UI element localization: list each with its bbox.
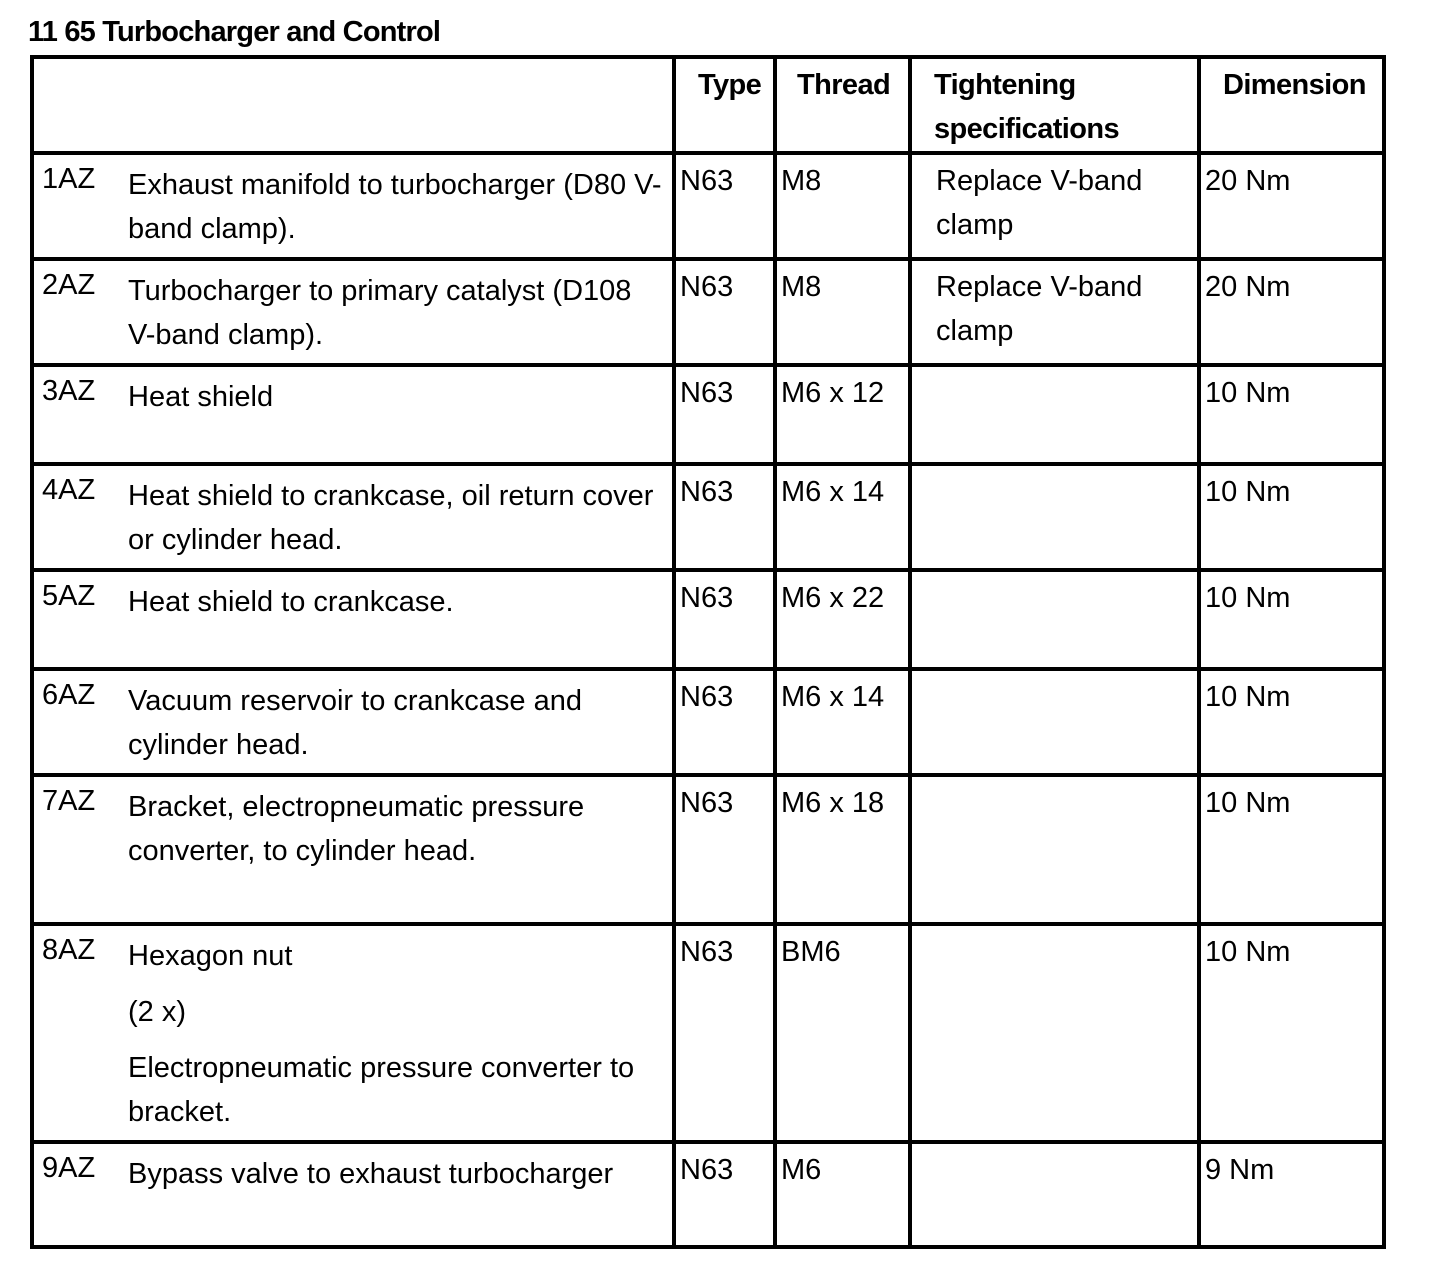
- header-type: Type: [674, 57, 775, 153]
- cell-type: N63: [674, 365, 775, 464]
- description-paragraph: Vacuum reservoir to crankcase and cylinder head.: [128, 685, 583, 761]
- cell-type: N63: [674, 464, 775, 570]
- cell-description: [32, 570, 674, 669]
- item-description: [128, 580, 666, 624]
- torque-spec-table: [30, 55, 1386, 1249]
- item-number: 1AZ: [42, 163, 96, 195]
- cell-dimension: 10 Nm: [1199, 775, 1384, 924]
- cell-tightening: [910, 570, 1199, 669]
- cell-thread: M6 x 18: [775, 775, 910, 924]
- table-row: [32, 669, 1384, 775]
- description-paragraph: Heat shield: [128, 381, 274, 413]
- table-row: [32, 570, 1384, 669]
- item-number: 4AZ: [42, 474, 96, 506]
- cell-description: [32, 153, 674, 259]
- item-number: 8AZ: [42, 934, 96, 966]
- table-body: [32, 153, 1384, 1247]
- cell-dimension: 20 Nm: [1199, 153, 1384, 259]
- table-row: [32, 365, 1384, 464]
- cell-tightening: Replace V-band clamp: [910, 153, 1199, 259]
- item-description: [128, 934, 666, 1134]
- document-title: 11 65 Turbocharger and Control: [28, 16, 441, 48]
- cell-type: N63: [674, 775, 775, 924]
- table-row: [32, 924, 1384, 1142]
- cell-tightening: [910, 924, 1199, 1142]
- item-number: 3AZ: [42, 375, 96, 407]
- item-description: [128, 375, 666, 419]
- cell-dimension: 20 Nm: [1199, 259, 1384, 365]
- description-paragraph: Heat shield to crankcase, oil return cover or cylinder head.: [128, 480, 654, 556]
- cell-description: [32, 1142, 674, 1247]
- cell-thread: M6 x 14: [775, 669, 910, 775]
- cell-description: [32, 259, 674, 365]
- cell-thread: M6 x 22: [775, 570, 910, 669]
- cell-type: N63: [674, 259, 775, 365]
- cell-description: [32, 365, 674, 464]
- cell-tightening: [910, 775, 1199, 924]
- cell-thread: M8: [775, 259, 910, 365]
- item-number: 7AZ: [42, 785, 96, 817]
- item-number: 9AZ: [42, 1152, 96, 1184]
- cell-dimension: 10 Nm: [1199, 924, 1384, 1142]
- description-paragraph: Electropneumatic pressure converter to bracket.: [128, 1052, 635, 1128]
- item-description: [128, 679, 666, 767]
- cell-dimension: 10 Nm: [1199, 570, 1384, 669]
- cell-tightening: Replace V-band clamp: [910, 259, 1199, 365]
- cell-tightening: [910, 464, 1199, 570]
- cell-dimension: 10 Nm: [1199, 669, 1384, 775]
- cell-thread: M6: [775, 1142, 910, 1247]
- cell-description: [32, 775, 674, 924]
- cell-type: N63: [674, 669, 775, 775]
- cell-tightening: [910, 669, 1199, 775]
- table-row: [32, 153, 1384, 259]
- description-paragraph: Exhaust manifold to turbocharger (D80 V-band clamp).: [128, 169, 662, 245]
- description-paragraph: (2 x): [128, 996, 186, 1028]
- description-paragraph: Heat shield to crankcase.: [128, 586, 454, 618]
- cell-type: N63: [674, 570, 775, 669]
- cell-dimension: 10 Nm: [1199, 464, 1384, 570]
- item-description: [128, 1152, 666, 1196]
- item-description: [128, 269, 666, 357]
- cell-type: N63: [674, 1142, 775, 1247]
- table-row: [32, 1142, 1384, 1247]
- item-description: [128, 785, 666, 873]
- header-description: [32, 57, 674, 153]
- item-number: 2AZ: [42, 269, 96, 301]
- table-row: [32, 775, 1384, 924]
- table-row: [32, 464, 1384, 570]
- cell-dimension: 9 Nm: [1199, 1142, 1384, 1247]
- cell-description: [32, 924, 674, 1142]
- header-row: [32, 57, 1384, 153]
- cell-thread: M6 x 14: [775, 464, 910, 570]
- description-paragraph: Bypass valve to exhaust turbocharger: [128, 1158, 614, 1190]
- cell-tightening: [910, 1142, 1199, 1247]
- cell-description: [32, 669, 674, 775]
- header-dimension: Dimension: [1199, 57, 1384, 153]
- description-paragraph: Bracket, electropneumatic pressure converter, to cylinder head.: [128, 791, 585, 867]
- item-number: 6AZ: [42, 679, 96, 711]
- cell-thread: M8: [775, 153, 910, 259]
- header-tightening: Tightening specifications: [910, 57, 1199, 153]
- cell-thread: M6 x 12: [775, 365, 910, 464]
- cell-type: N63: [674, 153, 775, 259]
- item-description: [128, 474, 666, 562]
- cell-description: [32, 464, 674, 570]
- header-thread: Thread: [775, 57, 910, 153]
- table-row: [32, 259, 1384, 365]
- description-paragraph: Turbocharger to primary catalyst (D108 V-band clamp).: [128, 275, 632, 351]
- item-description: [128, 163, 666, 251]
- description-paragraph: Hexagon nut: [128, 940, 293, 972]
- cell-dimension: 10 Nm: [1199, 365, 1384, 464]
- cell-type: N63: [674, 924, 775, 1142]
- cell-thread: BM6: [775, 924, 910, 1142]
- cell-tightening: [910, 365, 1199, 464]
- item-number: 5AZ: [42, 580, 96, 612]
